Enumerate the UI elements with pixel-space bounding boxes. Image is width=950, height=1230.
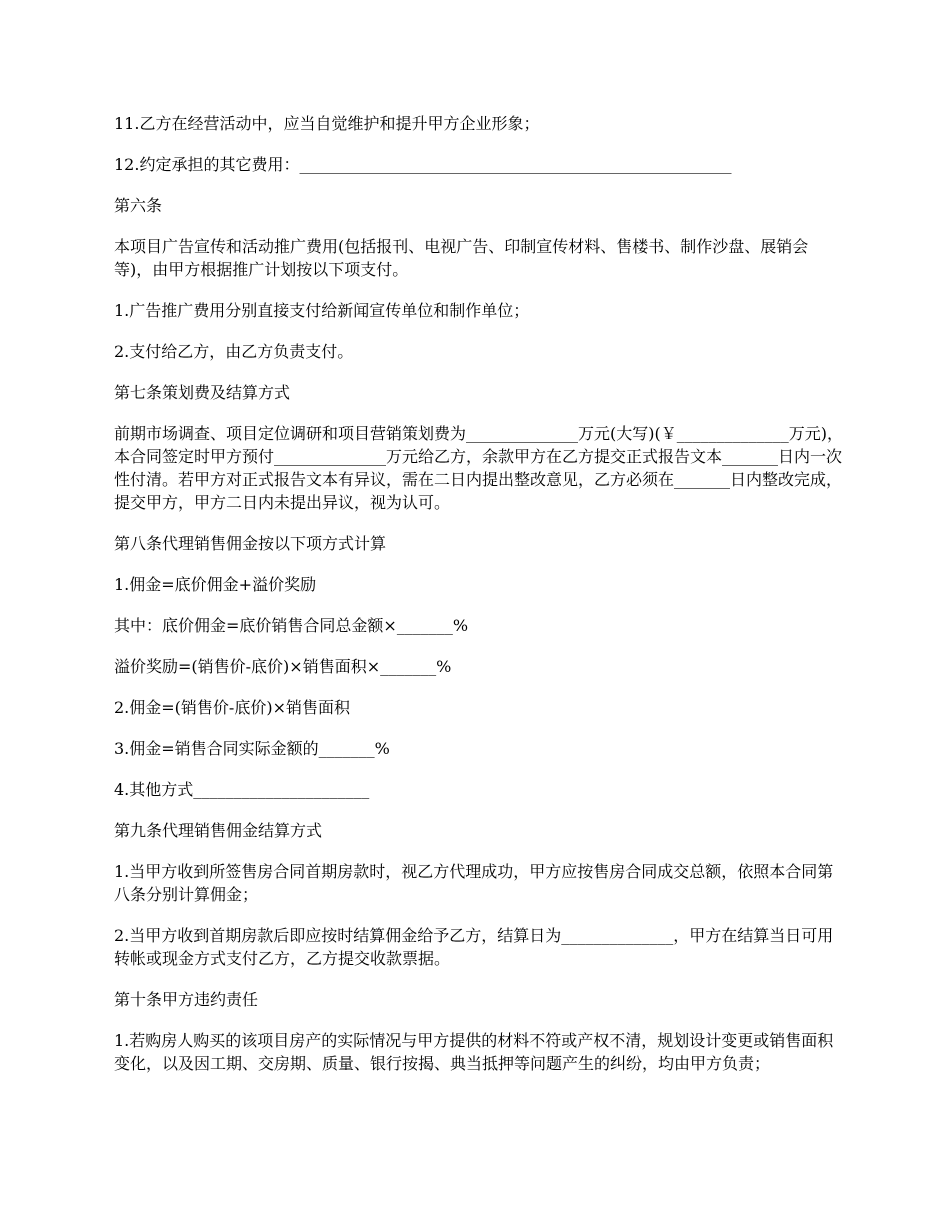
article-10-item-1: 1.若购房人购买的该项目房产的实际情况与甲方提供的材料不符或产权不清，规划设计变更或销售面积变化，以及因工期、交房期、质量、银行按揭、典当抵押等问题产生的纠纷，均由甲方负责； (114, 1031, 834, 1073)
article-8-base-commission: 其中：底价佣金=底价销售合同总金额×_______% (114, 616, 469, 635)
article-6-item-1: 1.广告推广费用分别直接支付给新闻宣传单位和制作单位； (114, 301, 530, 320)
article-6-body: 本项目广告宣传和活动推广费用(包括报刊、电视广告、印制宣传材料、售楼书、制作沙盘、展销会等)，由甲方根据推广计划按以下项支付。 (114, 237, 809, 279)
article-8-item-1: 1.佣金=底价佣金+溢价奖励 (114, 575, 317, 594)
article-9-item-2: 2.当甲方收到首期房款后即应按时结算佣金给予乙方，结算日为______________，甲方在结算当日可用转帐或现金方式支付乙方，乙方提交收款票据。 (114, 926, 834, 968)
article-9-item-1: 1.当甲方收到所签售房合同首期房款时，视乙方代理成功，甲方应按售房合同成交总额，依照本合同第八条分别计算佣金； (114, 862, 834, 904)
article-8-heading: 第八条代理销售佣金按以下项方式计算 (114, 534, 387, 553)
article-7-heading: 第七条策划费及结算方式 (114, 383, 291, 402)
article-8-item-2: 2.佣金=(销售价-底价)×销售面积 (114, 698, 350, 717)
clause-12-other-fees: 12.约定承担的其它费用：______________________________________________________ (114, 155, 732, 174)
article-7-body: 前期市场调查、项目定位调研和项目营销策划费为______________万元(大写)(￥______________万元)，本合同签定时甲方预付______________万元给乙方，余款甲方在乙方提交正式报告文本_______日内一次性付清。若甲方对正式报告文本有异议，需在二日内提出整改意见，乙方必须在_______日内整改完成，提交甲方，甲方二日内未提出异议，视为认可。 (114, 424, 843, 512)
article-6-heading: 第六条 (114, 196, 163, 215)
article-8-item-4: 4.其他方式______________________ (114, 780, 370, 799)
document-page (114, 112, 844, 1093)
article-10-heading: 第十条甲方违约责任 (114, 990, 259, 1009)
article-8-item-3: 3.佣金=销售合同实际金额的_______% (114, 739, 390, 758)
article-9-heading: 第九条代理销售佣金结算方式 (114, 821, 323, 840)
clause-11-brand-image: 11.乙方在经营活动中，应当自觉维护和提升甲方企业形象； (114, 114, 540, 133)
article-6-item-2: 2.支付给乙方，由乙方负责支付。 (114, 342, 354, 361)
article-8-premium-bonus: 溢价奖励=(销售价-底价)×销售面积×_______% (114, 657, 452, 676)
